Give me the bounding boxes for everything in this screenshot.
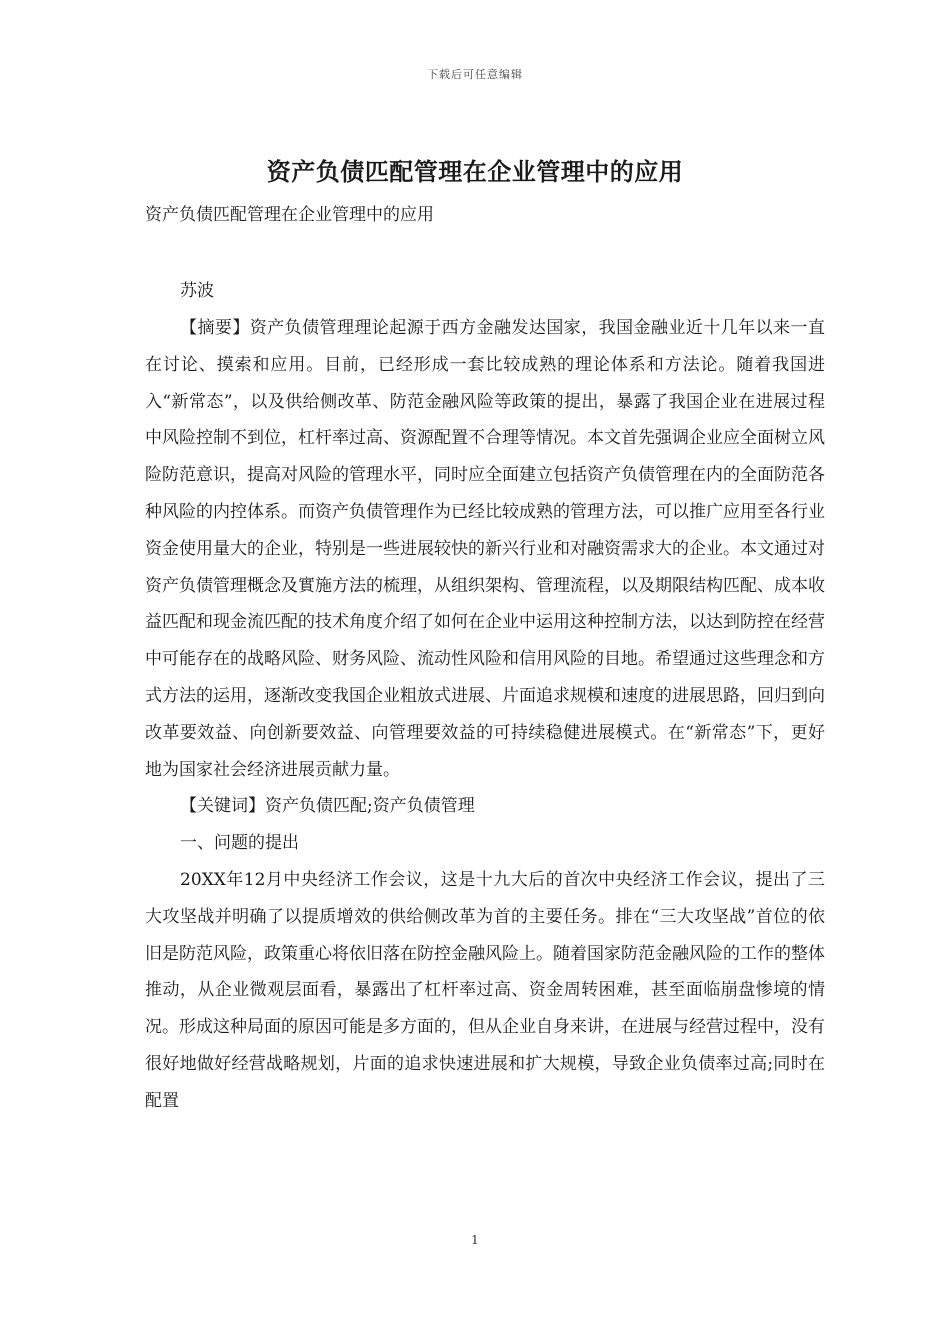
author-name: 苏波 xyxy=(180,281,214,301)
section-heading: 一、问题的提出 xyxy=(180,833,299,854)
abstract-paragraph: 【摘要】资产负债管理理论起源于西方金融发达国家，我国金融业近十几年以来一直在讨论、摸索和应用。目前，已经形成一套比较成熟的理论体系和方法论。随着我国进入“新常态”，以及供给侧改革、防范金融风险等政策的提出，暴露了我国企业在进展过程中风险控制不到位，杠杆率过高、资源配置不合理等情况。本文首先强调企业应全面树立风险防范意识，提高对风险的管理水平，同时应全面建立包括资产负债管理在内的全面防范各种风险的内控体系。而资产负债管理作为已经比较成熟的管理方法，可以推广应用至各行业资金使用量大的企业，特别是一些进展较快的新兴行业和对融资需求大的企业。本文通过对资产负债管理概念及實施方法的梳理，从组织架构、管理流程，以及期限结构匹配、成本收益匹配和现金流匹配的技术角度介绍了如何在企业中运用这种控制方法，以达到防控在经营中可能存在的战略风险、财务风险、流动性风险和信用风险的目地。希望通过这些理念和方式方法的运用，逐渐改变我国企业粗放式进展、片面追求规模和速度的进展思路，回归到向改革要效益、向创新要效益、向管理要效益的可持续稳健进展模式。在“新常态”下，更好地为国家社会经济进展贡献力量。 xyxy=(145,318,825,780)
page-number: 1 xyxy=(471,1233,479,1247)
body-text xyxy=(145,310,825,1120)
keywords-paragraph: 【关键词】资产负债匹配;资产负债管理 xyxy=(180,796,475,817)
header-note: 下载后可任意编辑 xyxy=(427,68,523,81)
document-title: 资产负债匹配管理在企业管理中的应用 xyxy=(266,157,684,186)
document-subtitle: 资产负债匹配管理在企业管理中的应用 xyxy=(145,205,434,225)
body-paragraph: 20XX年12月中央经济工作会议，这是十九大后的首次中央经济工作会议，提出了三大攻坚战并明确了以提质增效的供给侧改革为首的主要任务。排在“三大攻坚战”首位的依旧是防范风险，政策重心将依旧落在防控金融风险上。随着国家防范金融风险的工作的整体推动，从企业微观层面看，暴露出了杠杆率过高、资金周转困难，甚至面临崩盘惨境的情况。形成这种局面的原因可能是多方面的，但从企业自身来讲，在进展与经营过程中，没有很好地做好经营战略规划，片面的追求快速进展和扩大规模，导致企业负债率过高;同时在配置 xyxy=(145,869,825,1111)
